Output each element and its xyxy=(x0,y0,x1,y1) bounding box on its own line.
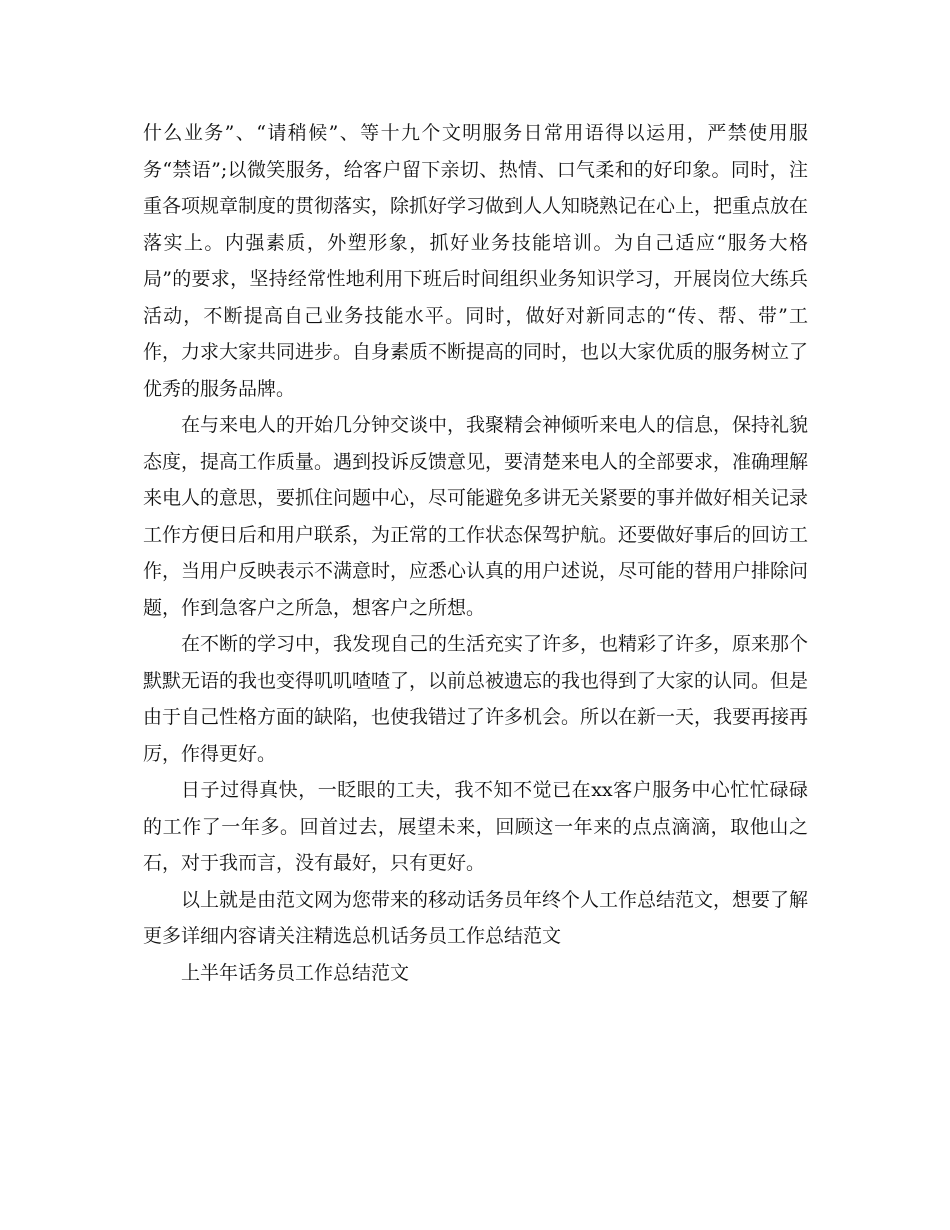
paragraph-personal-growth: 在不断的学习中，我发现自己的生活充实了许多，也精彩了许多，原来那个默默无语的我也变得叽叽喳喳了，以前总被遗忘的我也得到了大家的认同。但是由于自己性格方面的缺陷，也使我错过了许多机会。所以在新一天，我要再接再厉，作得更好。 xyxy=(143,633,809,765)
paragraph-year-review: 日子过得真快，一眨眼的工夫，我不知不觉已在xx客户服务中心忙忙碌碌的工作了一年多。回首过去，展望未来，回顾这一年来的点点滴滴，取他山之石，对于我而言，没有最好，只有更好。 xyxy=(143,779,808,874)
document-body xyxy=(143,115,808,991)
paragraph-caller-communication: 在与来电人的开始几分钟交谈中，我聚精会神倾听来电人的信息，保持礼貌态度，提高工作质量。遇到投诉反馈意见，要清楚来电人的全部要求，准确理解来电人的意思，要抓住问题中心，尽可能避免多讲无关紧要的事并做好相关记录工作方便日后和用户联系，为正常的工作状态保驾护航。还要做好事后的回访工作，当用户反映表示不满意时，应悉心认真的用户述说，尽可能的替用户排除问题，作到急客户之所急，想客户之所想。 xyxy=(143,414,809,619)
paragraph-closing-note: 以上就是由范文网为您带来的移动话务员年终个人工作总结范文，想要了解更多详细内容请关注精选总机话务员工作总结范文 xyxy=(143,888,809,947)
paragraph-service-standards: 什么业务”、“请稍候”、等十九个文明服务日常用语得以运用，严禁使用服务“禁语”;以微笑服务，给客户留下亲切、热情、口气柔和的好印象。同时，注重各项规章制度的贯彻落实，除抓好学习做到人人知晓熟记在心上，把重点放在落实上。内强素质，外塑形象，抓好业务技能培训。为自己适应“服务大格局”的要求，坚持经常性地利用下班后时间组织业务知识学习，开展岗位大练兵活动，不断提高自己业务技能水平。同时，做好对新同志的“传、帮、带”工作，力求大家共同进步。自身素质不断提高的同时，也以大家优质的服务树立了优秀的服务品牌。 xyxy=(143,122,809,400)
paragraph-related-link: 上半年话务员工作总结范文 xyxy=(181,961,410,984)
